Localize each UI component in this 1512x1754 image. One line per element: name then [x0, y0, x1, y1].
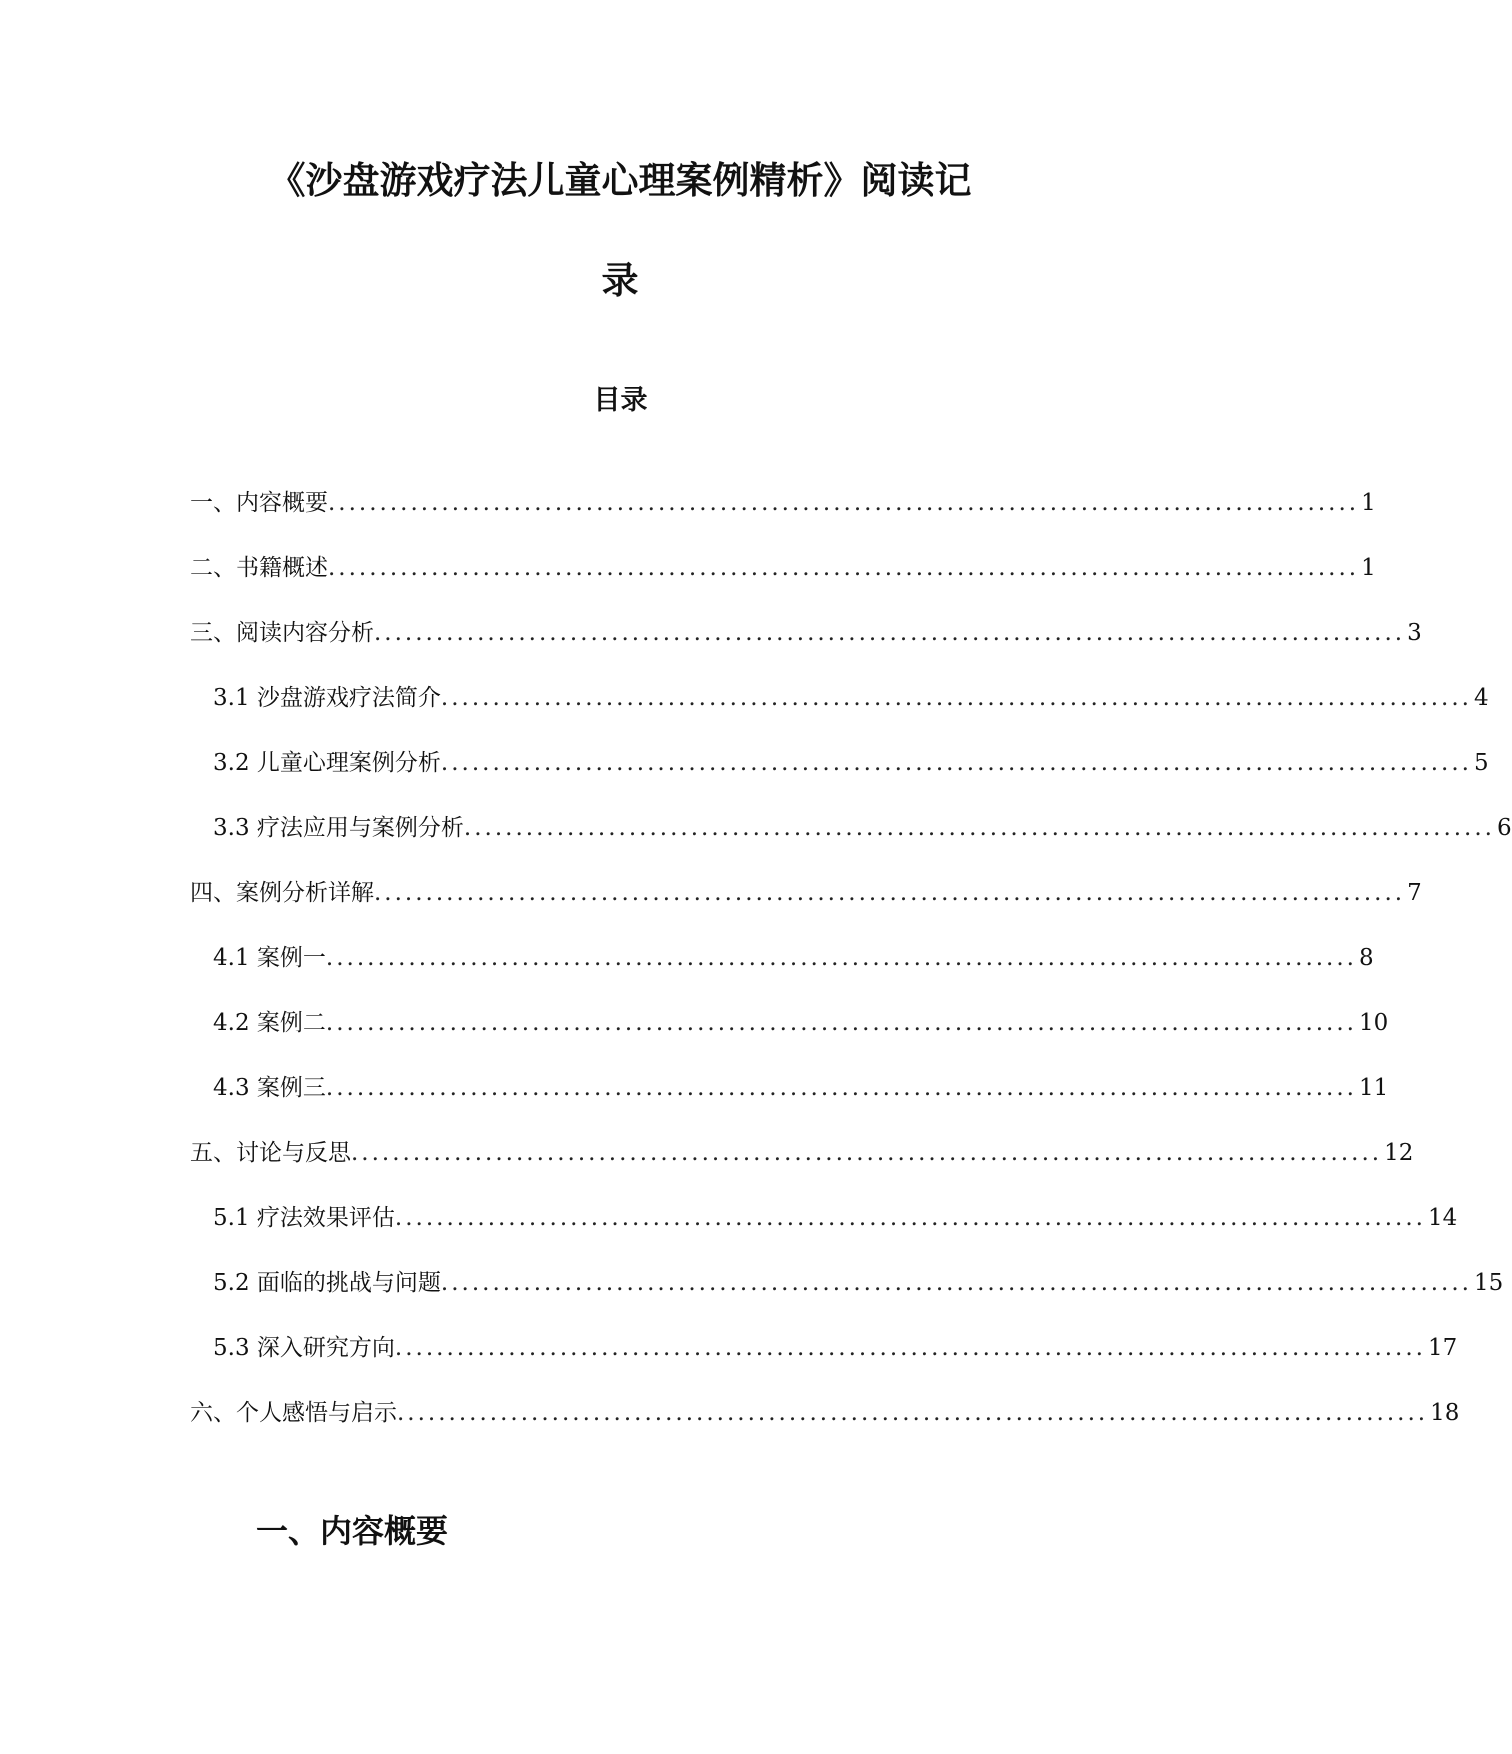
toc-dot-leader: ....................................................................................................	[440, 750, 1472, 776]
toc-entry-label: 5.1 疗法效果评估	[213, 1205, 395, 1231]
toc-dot-leader: ....................................................................................................	[394, 1335, 1426, 1361]
toc-dot-leader: ....................................................................................................	[463, 815, 1495, 841]
toc-entry-page: 1	[1361, 490, 1376, 516]
toc-dot-leader: ....................................................................................................	[440, 1270, 1472, 1296]
toc-dot-leader: ....................................................................................................	[374, 620, 1406, 646]
toc-entry[interactable]	[213, 1331, 1458, 1365]
toc-entry[interactable]	[190, 876, 1422, 910]
toc-entry-page: 8	[1359, 945, 1374, 971]
toc-entry-label: 5.3 深入研究方向	[213, 1335, 395, 1361]
toc-entry[interactable]	[213, 681, 1489, 715]
toc-heading: 目录	[593, 385, 648, 416]
toc-entry[interactable]	[213, 1201, 1458, 1235]
toc-dot-leader: ....................................................................................................	[351, 1140, 1383, 1166]
toc-dot-leader: ....................................................................................................	[440, 685, 1472, 711]
toc-entry-page: 14	[1428, 1205, 1458, 1231]
toc-entry-label: 5.2 面临的挑战与问题	[213, 1270, 441, 1296]
toc-entry[interactable]	[190, 1396, 1460, 1430]
toc-dot-leader: ....................................................................................................	[325, 945, 1357, 971]
toc-entry[interactable]	[213, 746, 1489, 780]
section-heading: 一、内容概要	[256, 1512, 449, 1550]
toc-entry-label: 五、讨论与反思	[190, 1140, 351, 1166]
toc-entry[interactable]	[213, 1071, 1389, 1105]
toc-entry-label: 3.1 沙盘游戏疗法简介	[213, 685, 441, 711]
toc-dot-leader: ....................................................................................................	[328, 555, 1360, 581]
toc-entry[interactable]	[213, 811, 1512, 845]
toc-entry-label: 4.2 案例二	[213, 1010, 326, 1036]
toc-dot-leader: ....................................................................................................	[374, 880, 1406, 906]
toc-entry-label: 六、个人感悟与启示	[190, 1400, 397, 1426]
toc-dot-leader: ....................................................................................................	[394, 1205, 1426, 1231]
toc-dot-leader: ....................................................................................................	[397, 1400, 1429, 1426]
toc-entry-page: 1	[1361, 555, 1376, 581]
toc-entry[interactable]	[213, 1006, 1389, 1040]
toc-entry-label: 一、内容概要	[190, 490, 328, 516]
toc-entry[interactable]	[190, 486, 1376, 520]
toc-entry-page: 11	[1359, 1075, 1389, 1101]
toc-dot-leader: ....................................................................................................	[325, 1075, 1357, 1101]
document-title-line-2: 录	[601, 259, 639, 302]
toc-entry-label: 3.3 疗法应用与案例分析	[213, 815, 464, 841]
toc-dot-leader: ....................................................................................................	[328, 490, 1360, 516]
toc-entry[interactable]	[213, 941, 1374, 975]
toc-entry-page: 18	[1430, 1400, 1460, 1426]
document-title-line-1: 《沙盘游戏疗法儿童心理案例精析》阅读记	[268, 159, 972, 202]
toc-entry[interactable]	[190, 1136, 1414, 1170]
toc-entry[interactable]	[213, 1266, 1504, 1300]
toc-entry-page: 3	[1407, 620, 1422, 646]
toc-dot-leader: ....................................................................................................	[325, 1010, 1357, 1036]
toc-entry-label: 四、案例分析详解	[190, 880, 374, 906]
toc-entry[interactable]	[190, 551, 1376, 585]
toc-entry-label: 4.3 案例三	[213, 1075, 326, 1101]
toc-entry-label: 3.2 儿童心理案例分析	[213, 750, 441, 776]
toc-entry-label: 4.1 案例一	[213, 945, 326, 971]
toc-entry-page: 17	[1428, 1335, 1458, 1361]
toc-entry-page: 4	[1474, 685, 1489, 711]
toc-entry-label: 三、阅读内容分析	[190, 620, 374, 646]
toc-entry-page: 7	[1407, 880, 1422, 906]
toc-entry-page: 15	[1474, 1270, 1504, 1296]
toc-entry[interactable]	[190, 616, 1422, 650]
toc-entry-page: 10	[1359, 1010, 1389, 1036]
toc-entry-page: 6	[1497, 815, 1512, 841]
toc-entry-page: 12	[1384, 1140, 1414, 1166]
toc-entry-page: 5	[1474, 750, 1489, 776]
toc-entry-label: 二、书籍概述	[190, 555, 328, 581]
